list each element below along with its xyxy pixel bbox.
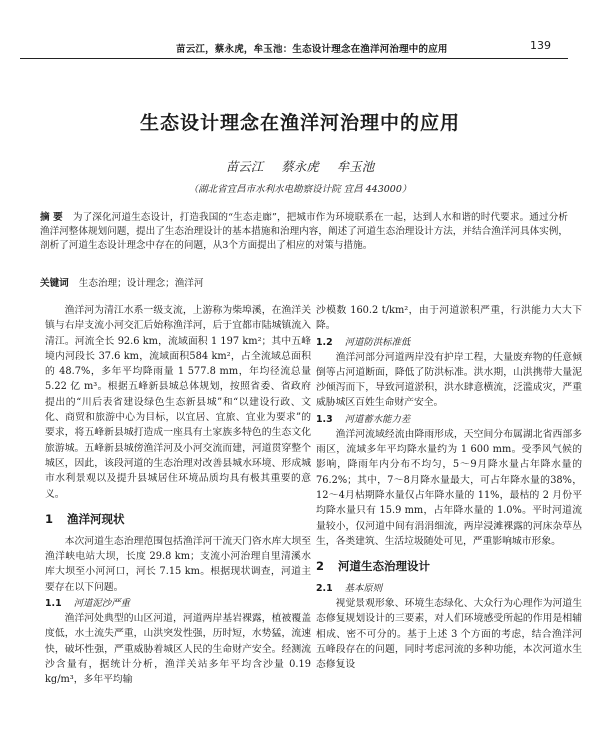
subsection-number: 1.3	[316, 413, 333, 425]
page-number: 139	[530, 39, 551, 52]
subsection-number: 2.1	[316, 583, 333, 595]
page-header	[0, 0, 600, 62]
section-1-paragraph: 本次河道生态治理范围包括渔洋河干流天门咨水库大坝至渔洋峡电站大坝，长度 29.8 km；支流小河治理自里清溪水库大坝至小河河口，河长 7.15 km。根据现状调查，河道主要存在以下问题。	[45, 535, 311, 593]
subsection-heading-1-2	[316, 335, 582, 350]
subsection-heading-1-3	[316, 412, 582, 427]
subsection-title: 基本原则	[344, 583, 383, 595]
paper-title: 生态设计理念在渔洋河治理中的应用	[139, 112, 460, 134]
subsection-1-3-paragraph: 渔洋河流域经流由降雨形成，天空间分布属湖北省西部多雨区，流域多年平均降水量约为 1 600 mm。受季风气候的影响，降雨年内分布不均匀，5～9月降水量占年降水量的 76.2%；其中，7～8月降水量最大，可占年降水量的38%，12～4月枯期降水量仅占年降水量的 11%，最枯的 2 月份平均降水量只有 15.9 mm，占年降水量的 1.0%。平时河道流量较小，仅河道中间有涓涓细流，两岸浸滩裸露的河床杂草丛生，各类建筑、生活垃圾随处可见，严重影响城市形象。	[316, 428, 582, 547]
section-number: 1	[45, 511, 54, 526]
subsection-title: 河道防洪标准低	[344, 336, 411, 348]
subsection-heading-1-1	[45, 596, 311, 611]
subsection-1-2-paragraph: 渔洋河部分河道两岸没有护岸工程，大量废弃物的任意倾倒等占河道断面，降低了防洪标准。洪水期，山洪携带大量泥沙倾泻而下，导致河道淤积，洪水肆意横流，泛滥成灾，严重威胁城区百姓生命财产安全。	[316, 351, 582, 409]
keywords	[40, 277, 568, 291]
subsection-number: 1.1	[45, 598, 62, 610]
subsection-number: 1.2	[316, 336, 333, 348]
section-number: 2	[316, 559, 325, 574]
subsection-2-1-paragraph: 视觉景观形象、环境生态绿化、大众行为心理作为河道生态修复规划设计的三要素，对人们环境感受所起的作用是相辅相成、密不可分的。基于上述 3 个方面的考虑，结合渔洋河五峰段存在的问题，同时考虑河流的多种功能，本次河道水生态修复设	[316, 598, 582, 671]
author-list: 苗云江 蔡永虎 牟玉池	[225, 159, 375, 174]
subsection-title: 河道蓄水能力差	[344, 413, 411, 425]
section-heading-2	[316, 558, 582, 574]
keywords-text: 生态治理；设计理念；渔洋河	[78, 278, 204, 289]
intro-paragraph: 渔洋河为清江水系一级支流，上游称为柴埠溪，在渔洋关镇与右岸支流小河交汇后始称渔洋河，后于宜都市陆城镇流入清江。河流全长 92.6 km，流域面积 1 197 km²；其中五峰境内河段长 37.6 km，流域面积584 km²，占全流域总面积的 48.7%，多年平均降雨量 1 577.8 mm，年均径流总量 5.22 亿 m³。根据五峰新县城总体规划，按照省委、省政府提出的“川后表省建设绿色生态新县城”和“以建设行政、文化、商贸和旅游中心为目标，以宜居、宜旅、宜业为要求”的要求，将五峰新县城打造成一座具有土家族多特色的生态文化旅游城。五峰新县城傍渔洋河及小河交流而建，河道贯穿整个城区，因此，该段河道的生态治理对改善县城水环境、形成城市水利景观以及提升县城居住环境品质均具有极其重要的意义。	[45, 305, 311, 500]
subsection-1-1-paragraph: 渔洋河处典型的山区河道，河道两岸基岩裸露，植被覆盖度低，水土流失严重，山洪突发性强，历时短，水势猛，流速快，破坏性强，严重威胁着城区人民的生命财产安全。经测流沙含量有，据统计分析，渔洋关站多年平均含沙量 0.19 kg/m³，多年平均输	[45, 613, 311, 686]
right-column	[316, 303, 582, 673]
abstract	[40, 211, 568, 254]
section-heading-1	[45, 511, 311, 527]
left-column	[45, 303, 311, 688]
section-title: 渔洋河现状	[67, 511, 125, 526]
subsection-title: 河道泥沙严重	[73, 598, 130, 610]
subsection-heading-2-1	[316, 581, 582, 596]
header-rule	[20, 58, 568, 59]
author-affiliation: （湖北省宜昌市水利水电勘察设计院 宜昌 443000）	[188, 184, 412, 195]
abstract-label: 摘 要	[40, 212, 63, 223]
section-title: 河道生态治理设计	[338, 559, 431, 574]
keywords-label: 关键词	[40, 278, 69, 289]
running-title: 苗云江，蔡永虎，牟玉池：生态设计理念在渔洋河治理中的应用	[176, 44, 448, 55]
abstract-text: 为了深化河道生态设计，打造我国的“生态走廊”，把城市作为环境联系在一起，达到人水和谐的时代要求。通过分析渔洋河整体规划问题，提出了生态治理设计的基本措施和治理内容，阐述了河道生态治理设计方法，并结合渔洋河具体实例，剖析了河道生态设计理念中存在的问题，从3个方面提出了相应的对策与措施。	[40, 212, 568, 252]
continued-paragraph: 沙模数 160.2 t/km²，由于河道淤积严重，行洪能力大大下降。	[316, 305, 582, 332]
